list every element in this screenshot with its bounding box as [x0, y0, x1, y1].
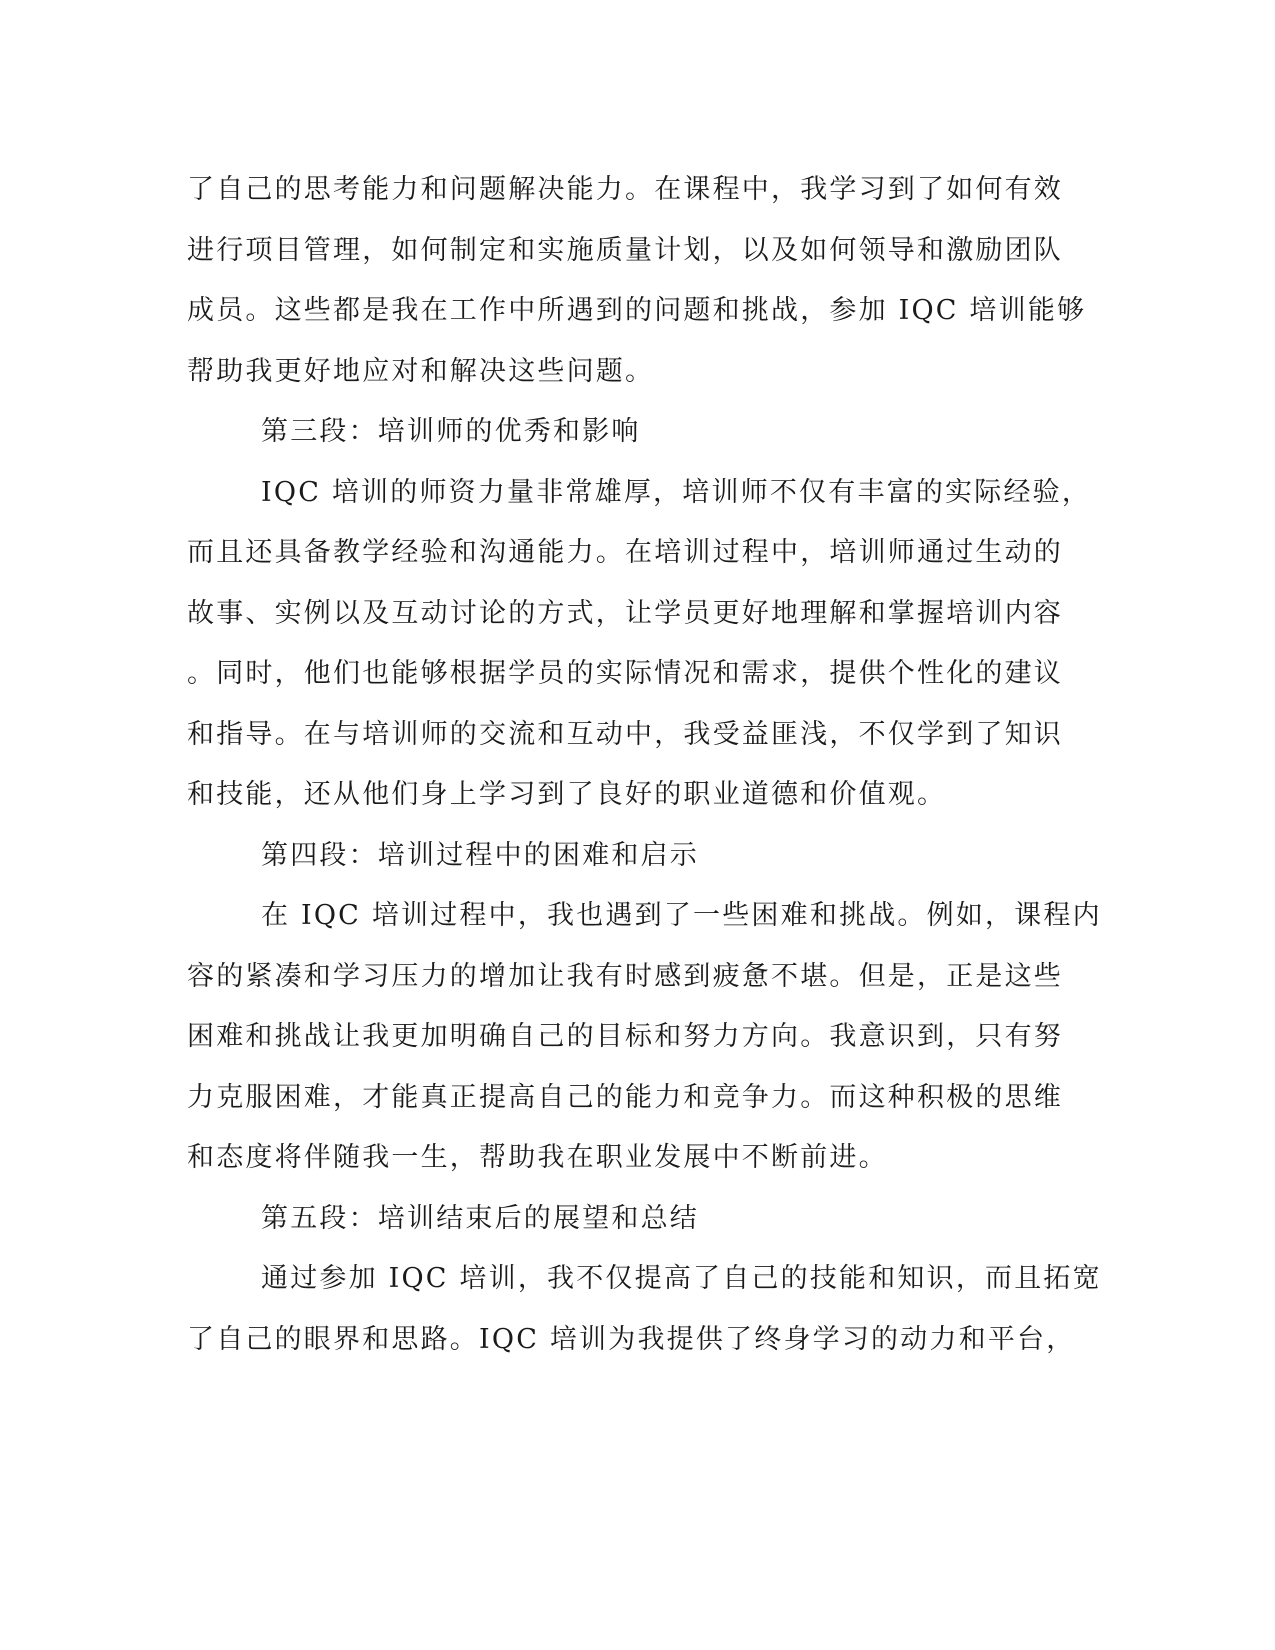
text-line: 困难和挑战让我更加明确自己的目标和努力方向。我意识到，只有努 — [187, 1021, 1063, 1052]
section-heading-4: 第四段：培训过程中的困难和启示 — [261, 839, 699, 871]
text-line: 帮助我更好地应对和解决这些问题。 — [187, 355, 655, 387]
text-line: 进行项目管理，如何制定和实施质量计划，以及如何领导和激励团队 — [187, 234, 1063, 266]
text-line: 了自己的眼界和思路。IQC 培训为我提供了终身学习的动力和平台， — [187, 1323, 1076, 1355]
body-text — [187, 160, 1102, 1370]
text-line: IQC 培训的师资力量非常雄厚，培训师不仅有丰富的实际经验， — [261, 476, 1092, 508]
section-heading-3: 第三段：培训师的优秀和影响 — [261, 416, 641, 447]
text-line: 成员。这些都是我在工作中所遇到的问题和挑战，参加 IQC 培训能够 — [187, 295, 1087, 326]
text-line: 故事、实例以及互动讨论的方式，让学员更好地理解和掌握培训内容 — [187, 597, 1063, 629]
text-line: 力克服困难，才能真正提高自己的能力和竞争力。而这种积极的思维 — [187, 1081, 1063, 1113]
text-line: 在 IQC 培训过程中，我也遇到了一些困难和挑战。例如，课程内 — [261, 900, 1102, 931]
text-line: 和态度将伴随我一生，帮助我在职业发展中不断前进。 — [187, 1142, 888, 1173]
text-line: 。同时，他们也能够根据学员的实际情况和需求，提供个性化的建议 — [187, 658, 1063, 689]
section-heading-5: 第五段：培训结束后的展望和总结 — [261, 1202, 699, 1234]
text-line: 和技能，还从他们身上学习到了良好的职业道德和价值观。 — [187, 779, 947, 810]
text-line: 和指导。在与培训师的交流和互动中，我受益匪浅，不仅学到了知识 — [187, 718, 1063, 750]
text-line: 容的紧凑和学习压力的增加让我有时感到疲惫不堪。但是，正是这些 — [187, 960, 1063, 992]
text-line: 而且还具备教学经验和沟通能力。在培训过程中，培训师通过生动的 — [187, 537, 1063, 568]
text-line: 了自己的思考能力和问题解决能力。在课程中，我学习到了如何有效 — [187, 174, 1063, 205]
text-line: 通过参加 IQC 培训，我不仅提高了自己的技能和知识，而且拓宽 — [261, 1263, 1102, 1294]
